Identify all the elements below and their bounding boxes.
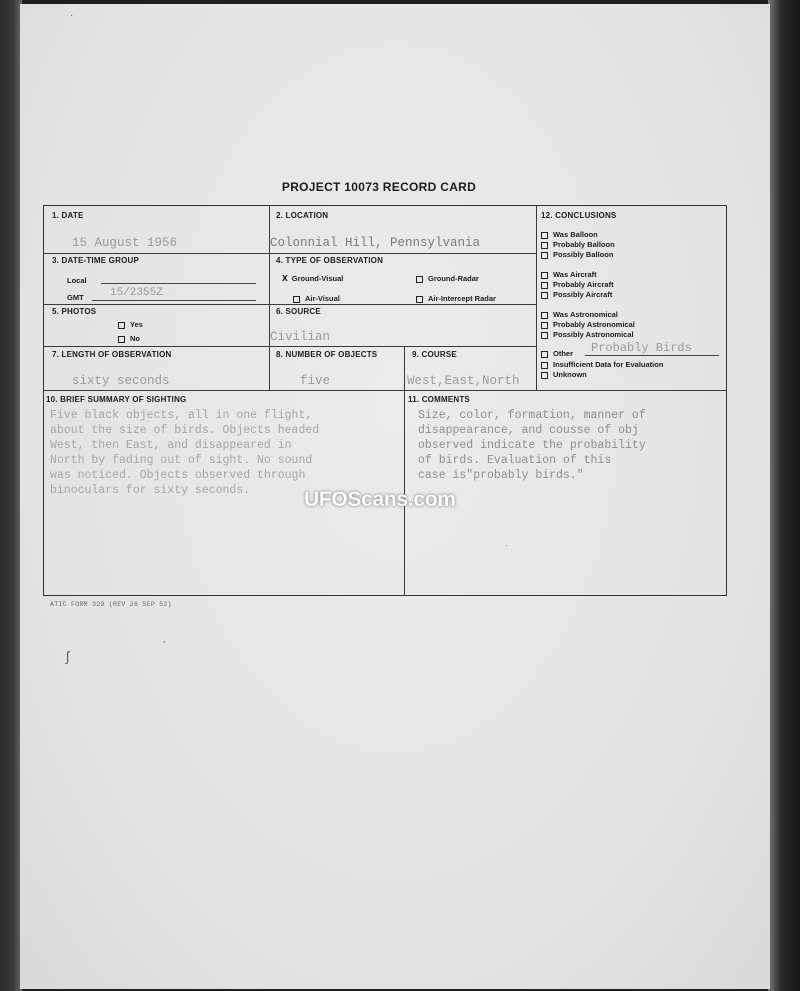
date-label: 1. DATE [52, 211, 84, 220]
grid-line [43, 346, 536, 347]
photos-no-option[interactable]: No [118, 334, 140, 343]
stray-mark: · [70, 10, 74, 21]
gmt-value: 15/2355Z [110, 287, 163, 299]
checkbox-icon [416, 276, 423, 283]
checkbox-icon [541, 362, 548, 369]
source-label: 6. SOURCE [276, 307, 321, 316]
stray-mark: ʃ [66, 648, 70, 664]
location-value: Colonnial Hill, Pennsylvania [270, 236, 481, 250]
conclusion-was-balloon[interactable]: Was Balloon [541, 230, 598, 239]
course-value: West,East,North [407, 374, 520, 388]
date-time-group-label: 3. DATE-TIME GROUP [52, 256, 140, 265]
location-label: 2. LOCATION [276, 211, 329, 220]
checkbox-icon [541, 322, 548, 329]
gmt-label: GMT [67, 293, 84, 302]
brief-summary-text: Five black objects, all in one flight, about the size of birds. Objects headed West, then East, and disappeared in North by fading out of sight. No sound was noticed. Objects observed through binoculars for sixty seconds. [50, 409, 320, 497]
checkbox-icon [293, 296, 300, 303]
comments-text: Size, color, formation, manner of disappearance, and cousse of obj observed indicate the probability of birds. Evaluation of this case is"probably birds." [418, 409, 646, 482]
conclusion-other-value: Probably Birds [591, 341, 692, 355]
checkbox-icon [541, 232, 548, 239]
checkbox-icon [118, 336, 125, 343]
stray-mark: · [505, 540, 508, 550]
photos-yes-option[interactable]: Yes [118, 320, 143, 329]
checkbox-icon [541, 292, 548, 299]
conclusion-possibly-balloon[interactable]: Possibly Balloon [541, 250, 613, 259]
air-intercept-radar-option[interactable]: Air-Intercept Radar [416, 294, 496, 303]
watermark: UFOScans.com [304, 488, 456, 511]
stray-mark: ʼ [163, 640, 166, 652]
grid-line [536, 205, 537, 390]
scan-edge-left [0, 0, 22, 991]
air-visual-option[interactable]: Air-Visual [293, 294, 340, 303]
checkbox-icon [541, 282, 548, 289]
grid-line [43, 253, 536, 254]
conclusion-other[interactable]: Other [541, 349, 573, 358]
checkbox-icon [541, 252, 548, 259]
date-value: 15 August 1956 [72, 236, 178, 250]
brief-summary-label: 10. BRIEF SUMMARY OF SIGHTING [46, 395, 187, 404]
conclusion-insufficient-data[interactable]: Insufficient Data for Evaluation [541, 360, 663, 369]
grid-line [269, 205, 270, 390]
photos-label: 5. PHOTOS [52, 307, 97, 316]
checkbox-icon [541, 332, 548, 339]
local-label: Local [67, 276, 87, 285]
conclusion-was-astronomical[interactable]: Was Astronomical [541, 310, 618, 319]
course-label: 9. COURSE [412, 350, 457, 359]
conclusion-possibly-aircraft[interactable]: Possibly Aircraft [541, 290, 612, 299]
comments-label: 11. COMMENTS [408, 395, 470, 404]
number-of-objects-label: 8. NUMBER OF OBJECTS [276, 350, 378, 359]
grid-line [404, 346, 405, 596]
checkbox-icon [541, 372, 548, 379]
checkbox-icon [541, 312, 548, 319]
checkbox-icon [541, 272, 548, 279]
source-value: Civilian [270, 330, 331, 344]
local-underline [101, 283, 256, 284]
length-of-observation-value: sixty seconds [72, 374, 170, 388]
checkbox-icon [118, 322, 125, 329]
grid-line [43, 390, 727, 391]
conclusion-possibly-astronomical[interactable]: Possibly Astronomical [541, 330, 634, 339]
form-footer: ATIC FORM 329 (REV 26 SEP 52) [50, 601, 172, 608]
gmt-underline [92, 300, 256, 301]
conclusion-unknown[interactable]: Unknown [541, 370, 587, 379]
conclusion-was-aircraft[interactable]: Was Aircraft [541, 270, 597, 279]
conclusion-probably-astronomical[interactable]: Probably Astronomical [541, 320, 635, 329]
number-of-objects-value: five [300, 374, 331, 388]
conclusion-probably-balloon[interactable]: Probably Balloon [541, 240, 615, 249]
other-underline [585, 355, 719, 356]
checkbox-icon [541, 351, 548, 358]
checkbox-icon [541, 242, 548, 249]
checkbox-icon [416, 296, 423, 303]
form-title: PROJECT 10073 RECORD CARD [281, 180, 477, 194]
conclusions-label: 12. CONCLUSIONS [541, 211, 617, 220]
grid-line [43, 304, 536, 305]
scan-edge-right [768, 0, 800, 991]
conclusion-probably-aircraft[interactable]: Probably Aircraft [541, 280, 614, 289]
ground-radar-option[interactable]: Ground-Radar [416, 274, 479, 283]
ground-visual-option[interactable]: X Ground-Visual [282, 274, 344, 283]
type-of-observation-label: 4. TYPE OF OBSERVATION [276, 256, 384, 265]
length-of-observation-label: 7. LENGTH OF OBSERVATION [52, 350, 172, 359]
